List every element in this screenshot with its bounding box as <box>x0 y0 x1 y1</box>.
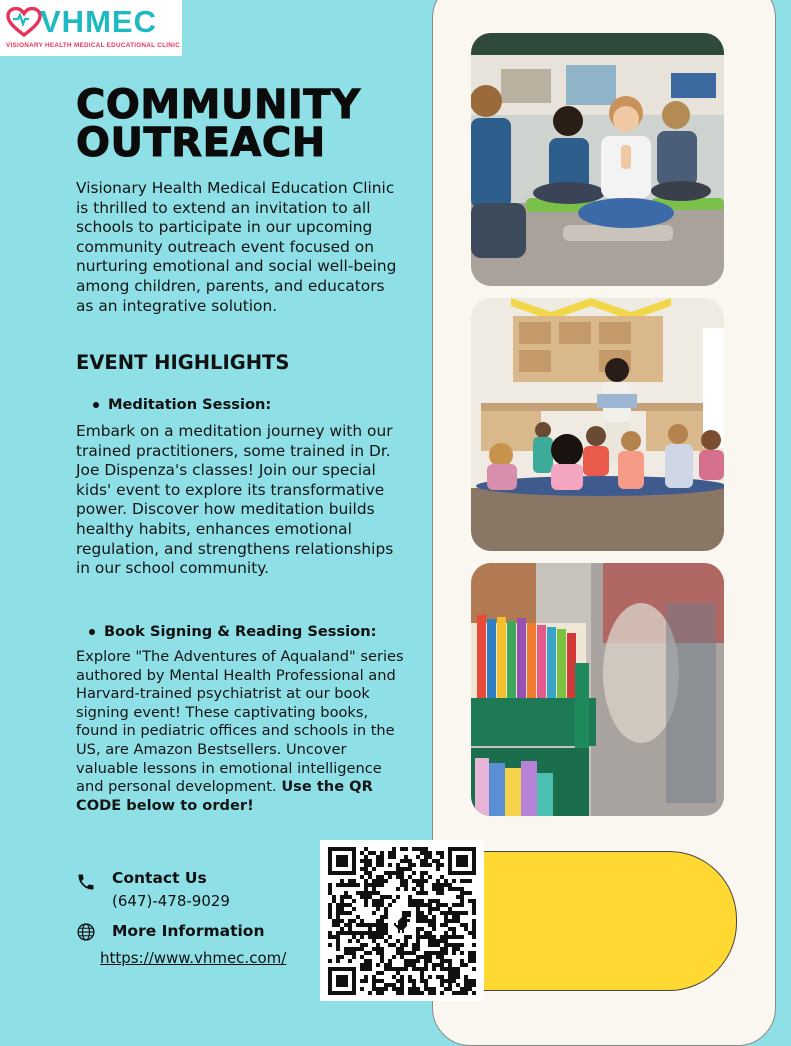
photo-kids-meditating-image <box>471 33 724 286</box>
photo-teacher-reading <box>471 298 724 551</box>
page-title <box>76 82 416 166</box>
logo-wordmark: VHMEC <box>40 4 157 39</box>
globe-icon <box>76 922 96 942</box>
website-link[interactable]: https://www.vhmec.com/ <box>100 949 287 967</box>
photo-books-cart-image <box>471 563 724 816</box>
meditation-paragraph: Embark on a meditation journey with our trained practitioners, some trained in Dr. Joe Dispenza's classes! Join our special kids' event to explore its transformative power. Discover how meditation builds healthy habits, enhances emotional regulation, and strengthens relationships in our school community. <box>76 422 394 578</box>
intro-paragraph: Visionary Health Medical Education Clinic is thrilled to extend an invitation to all schools to participate in our upcoming community outreach event focused on nurturing emotional and social well-being among children, parents, and educators as an integrative solution. <box>76 179 397 315</box>
qr-order-cta: Use the QR CODE below to order! <box>76 778 373 814</box>
contact-phone[interactable]: (647)-478-9029 <box>112 892 230 910</box>
bullet-dot <box>89 629 95 635</box>
bullet-dot <box>93 402 99 408</box>
qr-code-image[interactable] <box>320 840 484 1001</box>
photo-kids-meditating <box>471 33 724 286</box>
book-body: Explore "The Adventures of Aqualand" series authored by Mental Health Professional and Harvard-trained psychiatrist at our book signing event! These captivating books, found in pediatric offices and schools in the US, are Amazon Bestsellers. Uncover valuable lessons in emotional intelligence and personal development. <box>76 648 404 796</box>
title-line-1: COMMUNITY <box>76 82 361 128</box>
heart-icon <box>6 7 42 37</box>
photo-teacher-reading-image <box>471 298 724 551</box>
more-info-label: More Information <box>112 922 265 940</box>
logo-subtitle: VISIONARY HEALTH MEDICAL EDUCATIONAL CLINIC <box>6 42 181 49</box>
phone-icon <box>76 872 96 892</box>
yellow-accent-block <box>484 851 737 991</box>
bullet-meditation <box>93 396 271 413</box>
bullet-book-title: Book Signing & Reading Session: <box>104 623 377 640</box>
bullet-book-signing <box>89 623 376 640</box>
title-line-2: OUTREACH <box>76 120 326 166</box>
contact-label: Contact Us <box>112 869 207 887</box>
book-paragraph <box>76 648 406 815</box>
bullet-meditation-title: Meditation Session: <box>108 396 272 413</box>
photo-books-cart <box>471 563 724 816</box>
highlights-heading: EVENT HIGHLIGHTS <box>76 351 290 374</box>
vhmec-logo <box>0 0 182 56</box>
qr-code[interactable] <box>320 840 484 1001</box>
